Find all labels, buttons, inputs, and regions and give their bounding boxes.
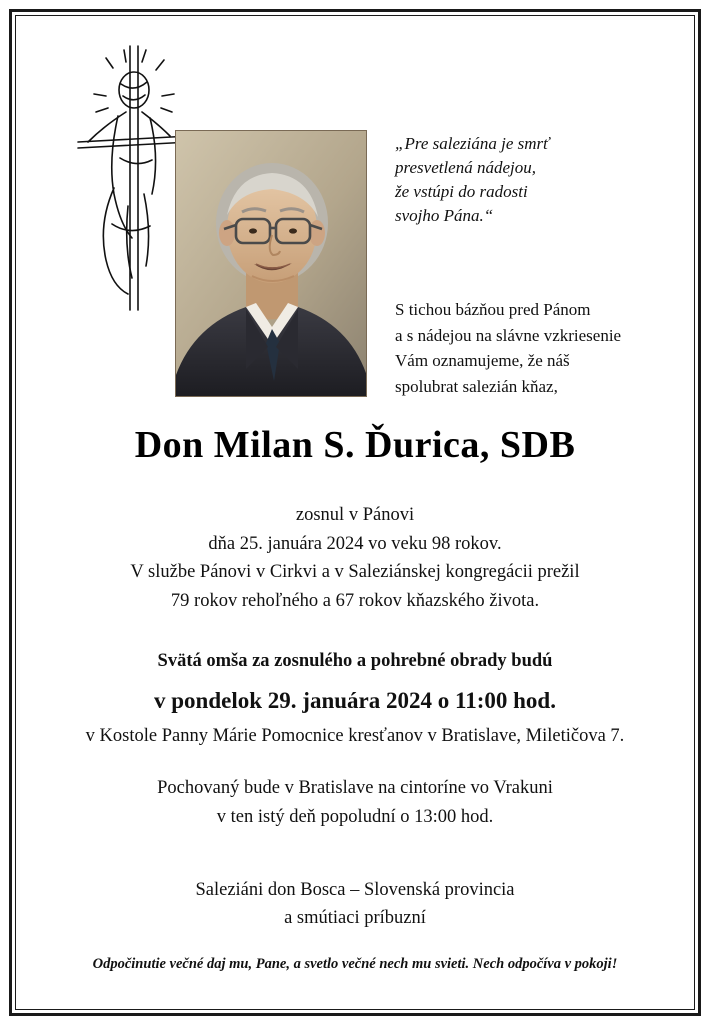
intro-line: S tichou bázňou pred Pánom [395,300,591,319]
intro-line: a s nádejou na slávne vzkriesenie [395,325,622,345]
burial-line: v ten istý deň popoludní o 13:00 hod. [216,807,494,828]
service-place: v Kostole Panny Márie Pomocnice kresťanov v Bratislave, Miletičova 7. [85,726,625,747]
service-heading: Svätá omša za zosnulého a pohrebné obrady budú [157,650,553,671]
burial-details [20,774,690,831]
quote-line: „Pre saleziána je smrť [395,134,550,153]
signature-block [20,876,690,933]
header-area [20,20,690,395]
signature-line: a smútiaci príbuzní [284,908,426,929]
burial-line: Pochovaný bude v Bratislave na cintoríne vo Vrakuni [157,778,553,799]
footer-prayer: Odpočinutie večné daj mu, Pane, a svetlo večné nech mu svieti. Nech odpočíva v pokoji! [92,956,618,972]
quote-line: svojho Pána.“ [395,206,494,226]
death-details [20,501,690,616]
death-line: dňa 25. januára 2024 vo veku 98 rokov. [208,533,502,554]
intro-line: spolubrat salezián kňaz, [395,376,558,396]
portrait-photo [175,130,367,397]
quote-line: presvetlená nádejou, [395,158,536,178]
announcement-intro [395,297,695,399]
announcement-content [20,20,690,1005]
service-datetime: v pondelok 29. januára 2024 o 11:00 hod. [154,688,556,714]
signature-line: Saleziáni don Bosca – Slovenská provincia [195,879,515,900]
deceased-name: Don Milan S. Ďurica, SDB [134,424,576,466]
quote-line: že vstúpi do radosti [395,182,528,202]
death-line: zosnul v Pánovi [295,505,415,525]
death-line: 79 rokov rehoľného a 67 rokov kňazského života. [170,591,540,612]
death-line: V službe Pánovi v Cirkvi a v Saleziánskej kongregácii prežil [130,562,580,583]
salesian-quote [395,132,685,229]
intro-line: Vám oznamujeme, že náš [395,351,570,370]
